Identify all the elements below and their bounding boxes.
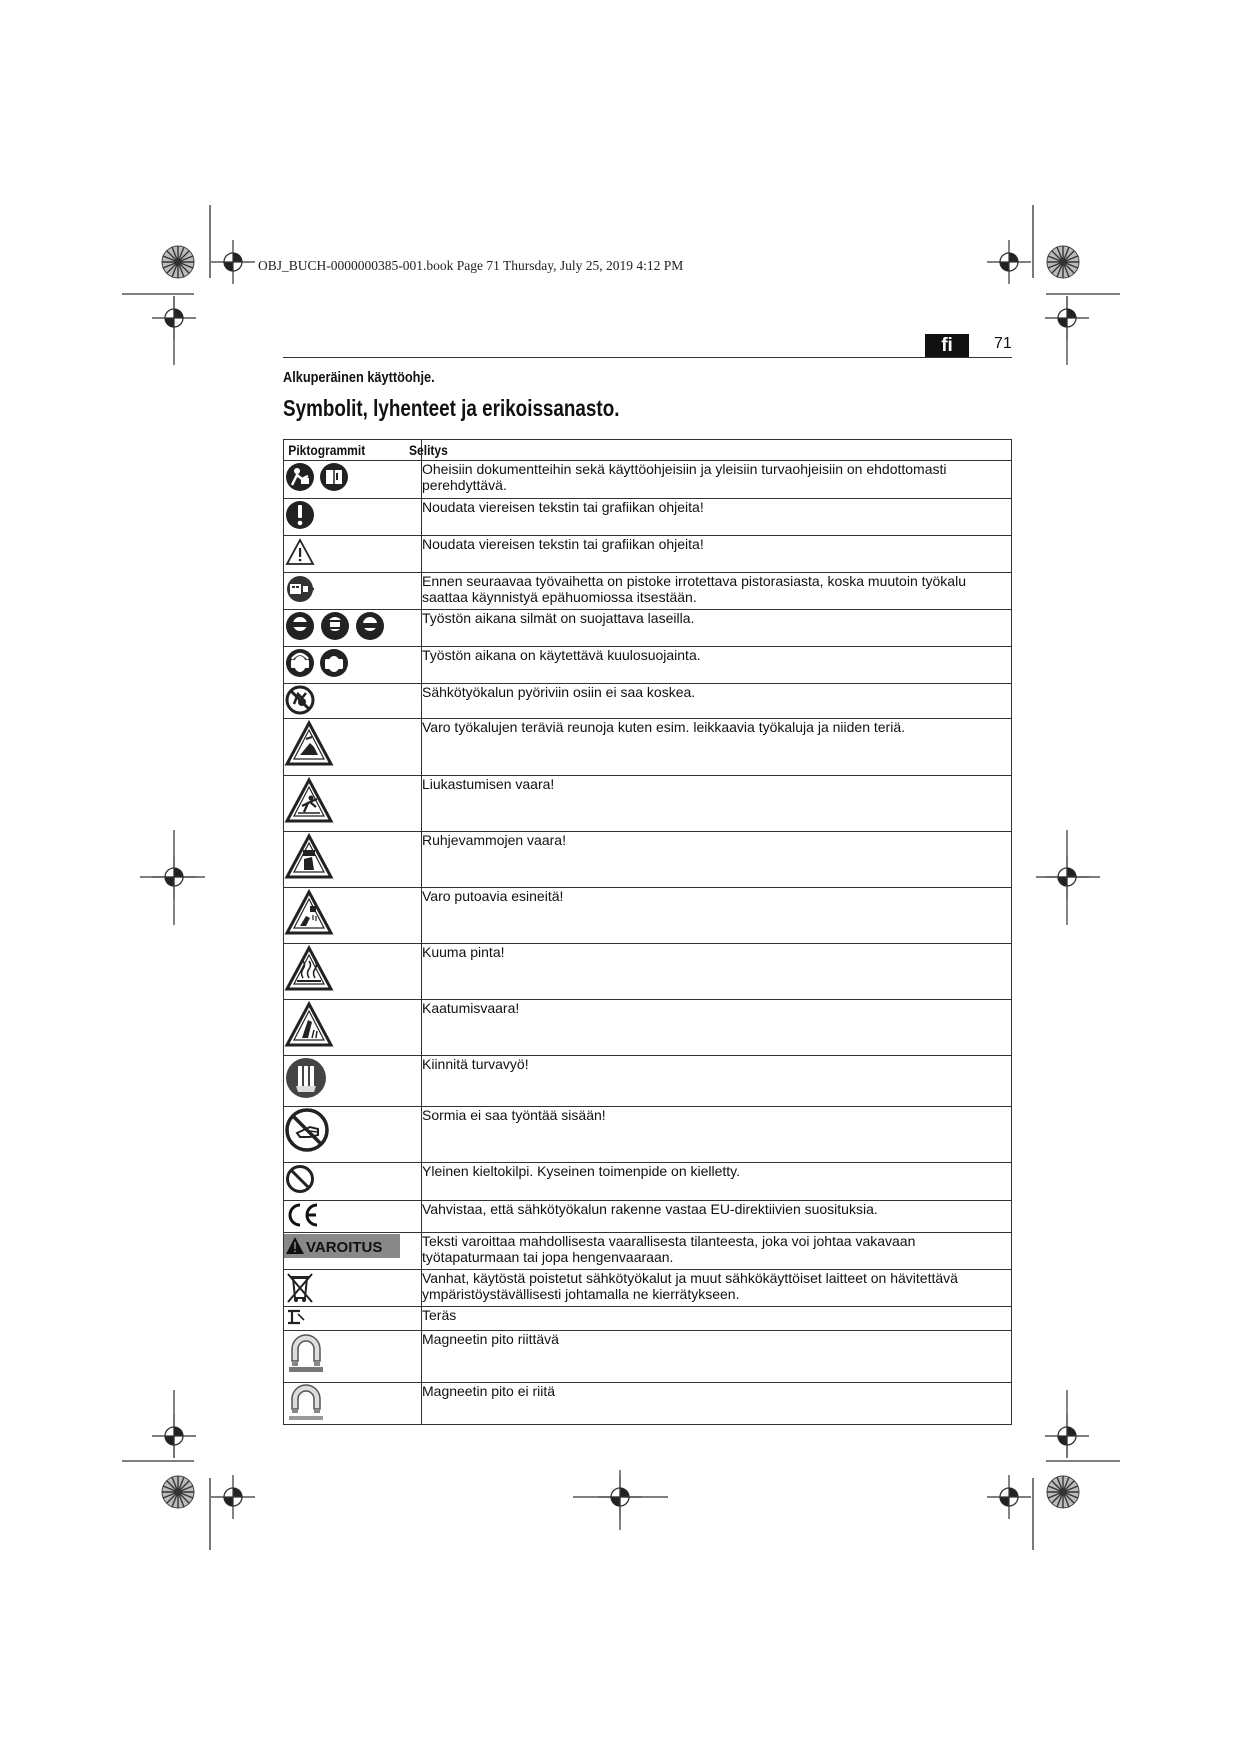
table-header-row	[284, 440, 1012, 461]
warning-triangle-icon	[284, 536, 316, 568]
table-row	[284, 1107, 1012, 1163]
table-row	[284, 573, 1012, 610]
row-text: Työstön aikana silmät on suojattava laseilla.	[422, 610, 695, 626]
book-header-line: OBJ_BUCH-0000000385-001.book Page 71 Thursday, July 25, 2019 4:12 PM	[258, 258, 684, 273]
row-text: Kuuma pinta!	[422, 944, 505, 960]
table-row	[284, 776, 1012, 832]
symbols-table	[283, 439, 1012, 1425]
table-row	[284, 1201, 1012, 1233]
ce-mark-icon	[284, 1201, 324, 1229]
table-row	[284, 499, 1012, 536]
row-text: Magneetin pito riittävä	[422, 1331, 559, 1347]
page-number: 71	[994, 335, 1012, 352]
general-prohibition-icon	[284, 1163, 316, 1195]
safety-strap-icon	[284, 1056, 328, 1100]
unplug-icon	[284, 573, 318, 605]
table-row	[284, 1383, 1012, 1425]
crush-warning-icon	[284, 832, 334, 882]
column-header-explanation: Selitys	[422, 440, 1012, 461]
row-text: Noudata viereisen tekstin tai grafiikan ohjeita!	[422, 499, 704, 515]
table-row	[284, 461, 1012, 499]
table-row	[284, 1270, 1012, 1307]
row-text: Teksti varoittaa mahdollisesta vaarallisesta tilanteesta, joka voi johtaa vakavaan työtapaturmaan tai jopa hengenvaaraan.	[422, 1233, 916, 1265]
header-rule	[283, 357, 1012, 358]
no-fingers-icon	[284, 1107, 330, 1153]
tipping-warning-icon	[284, 1000, 334, 1050]
table-row	[284, 1056, 1012, 1107]
falling-objects-warning-icon	[284, 888, 334, 938]
row-text: Teräs	[422, 1307, 457, 1323]
row-text: Työstön aikana on käytettävä kuulosuojainta.	[422, 647, 701, 663]
table-row	[284, 1233, 1012, 1270]
row-text: Oheisiin dokumentteihin sekä käyttöohjeisiin ja yleisiin turvaohjeisiin on ehdottomasti perehdyttävä.	[422, 461, 947, 493]
row-text: Vanhat, käytöstä poistetut sähkötyökalut ja muut sähkökäyttöiset laitteet on hävitettävä ympäristöystävällisesti johtamalla ne kierrätykseen.	[422, 1270, 958, 1302]
section-subtitle: Alkuperäinen käyttöohje.	[283, 369, 435, 386]
hot-surface-warning-icon	[284, 944, 334, 994]
steel-icon	[284, 1307, 308, 1327]
no-touch-rotating-icon	[284, 684, 318, 716]
page-title: Symbolit, lyhenteet ja erikoissanasto.	[283, 395, 620, 421]
language-badge: fi	[925, 334, 969, 357]
magnet-insufficient-icon	[284, 1383, 328, 1421]
sharp-edges-warning-icon	[284, 719, 334, 769]
weee-bin-icon	[284, 1270, 316, 1304]
warning-label-icon	[284, 1233, 400, 1259]
row-text: Varo putoavia esineitä!	[422, 888, 564, 904]
row-text: Liukastumisen vaara!	[422, 776, 555, 792]
eye-protection-icons	[284, 610, 388, 642]
row-text: Yleinen kieltokilpi. Kyseinen toimenpide on kielletty.	[422, 1163, 741, 1179]
row-text: Magneetin pito ei riitä	[422, 1383, 556, 1399]
table-row	[284, 832, 1012, 888]
table-row	[284, 1331, 1012, 1383]
row-text: Varo työkalujen teräviä reunoja kuten esim. leikkaavia työkaluja ja niiden teriä.	[422, 719, 906, 735]
table-row	[284, 719, 1012, 776]
table-row	[284, 1163, 1012, 1201]
row-text: Noudata viereisen tekstin tai grafiikan ohjeita!	[422, 536, 704, 552]
table-row	[284, 1307, 1012, 1331]
slip-warning-icon	[284, 776, 334, 826]
table-row	[284, 888, 1012, 944]
read-manual-icons	[284, 461, 354, 493]
table-row	[284, 944, 1012, 1000]
row-text: Sähkötyökalun pyöriviin osiin ei saa koskea.	[422, 684, 696, 700]
svg-text:VAROITUS: VAROITUS	[306, 1239, 383, 1256]
magnet-ok-icon	[284, 1331, 328, 1377]
column-header-pictograms: Piktogrammit	[284, 440, 422, 461]
mandatory-exclamation-icon	[284, 499, 316, 531]
ear-protection-icons	[284, 647, 354, 679]
table-row	[284, 684, 1012, 719]
table-row	[284, 536, 1012, 573]
row-text: Vahvistaa, että sähkötyökalun rakenne vastaa EU-direktiivien suosituksia.	[422, 1201, 878, 1217]
table-row	[284, 610, 1012, 647]
table-row	[284, 1000, 1012, 1056]
row-text: Sormia ei saa työntää sisään!	[422, 1107, 606, 1123]
row-text: Ruhjevammojen vaara!	[422, 832, 566, 848]
row-text: Ennen seuraavaa työvaihetta on pistoke irrotettava pistorasiasta, koska muutoin työkalu saattaa käynnistyä epähuomiossa itsestään.	[422, 573, 966, 605]
row-text: Kaatumisvaara!	[422, 1000, 520, 1016]
row-text: Kiinnitä turvavyö!	[422, 1056, 529, 1072]
table-row	[284, 647, 1012, 684]
